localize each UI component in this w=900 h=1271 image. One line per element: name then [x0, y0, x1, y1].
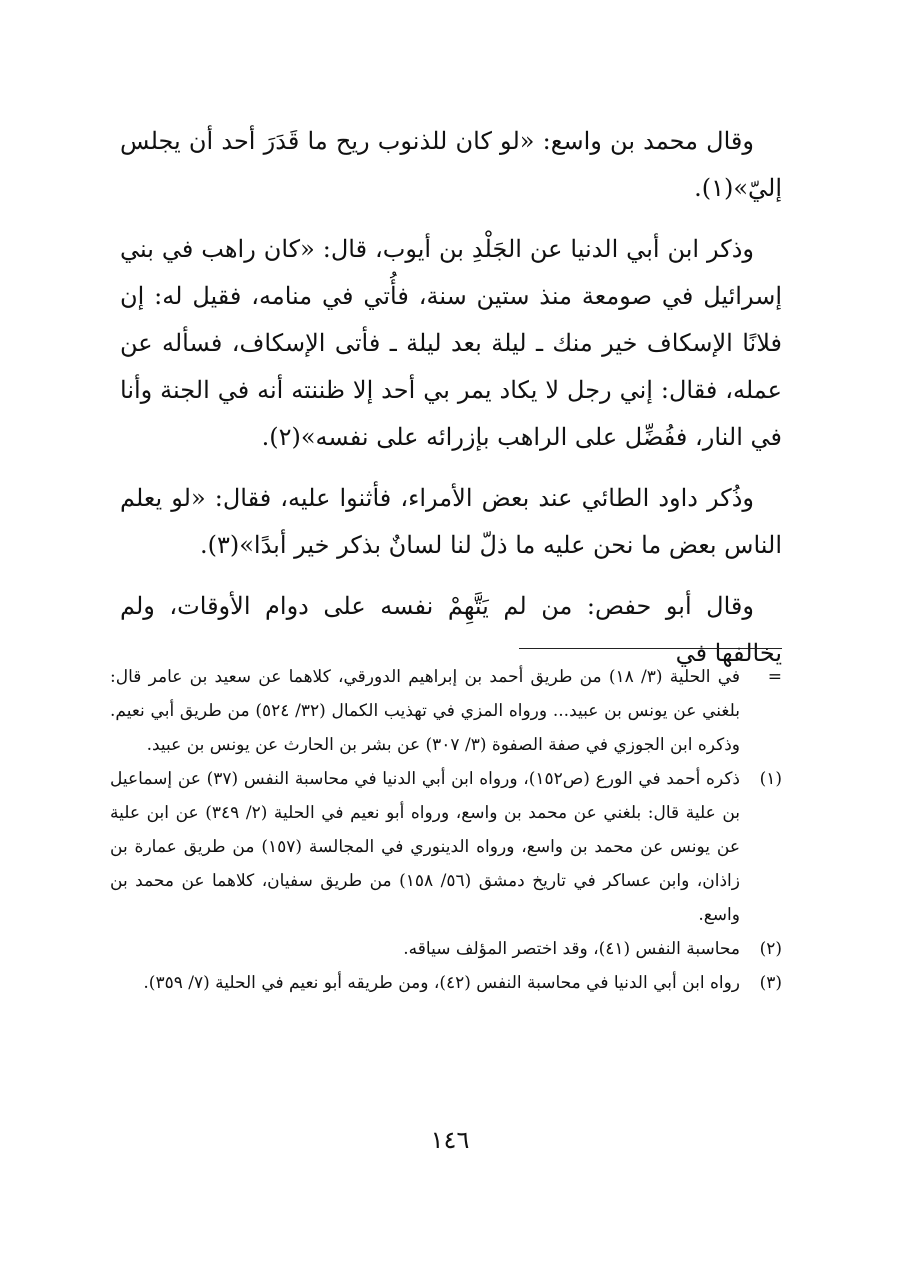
footnotes — [110, 660, 782, 1000]
footnote-marker: (٣) — [759, 973, 782, 993]
footnote-marker: (١) — [759, 769, 782, 789]
paragraph-monk-story: وذكر ابن أبي الدنيا عن الجَلْدِ بن أيوب، قال: «كان راهب في بني إسرائيل في صومعة منذ ستين سنة، فأُتي في منامه، فقيل له: إن فلانًا الإسكاف خير منك ـ ليلة بعد ليلة ـ فأتى الإسكاف، فسأله عن عمله، فقال: إني رجل لا يكاد يمر بي أحد إلا ظننته أنه في الجنة وأنا في النار، ففُضِّل على الراهب بإزرائه على نفسه»(٢). — [120, 235, 782, 451]
footnote-3 — [110, 966, 782, 1000]
footnote-1 — [110, 762, 782, 932]
page-number: ١٤٦ — [430, 1126, 470, 1154]
footnote-2 — [110, 932, 782, 966]
footnote-marker: = — [767, 667, 782, 687]
paragraph-dawud-al-tai: وذُكر داود الطائي عند بعض الأمراء، فأثنوا عليه، فقال: «لو يعلم الناس بعض ما نحن عليه ما ذلّ لنا لسانٌ بذكر خير أبدًا»(٣). — [120, 484, 782, 559]
paragraph-ibn-wasi: وقال محمد بن واسع: «لو كان للذنوب ريح ما قَدَرَ أحد أن يجلس إليّ»(١). — [120, 127, 782, 202]
footnote-text: ذكره أحمد في الورع (ص١٥٢)، ورواه ابن أبي الدنيا في محاسبة النفس (٣٧) عن إسماعيل بن علية قال: بلغني عن محمد بن واسع، ورواه أبو نعيم في الحلية (٢/ ٣٤٩) عن ابن علية عن يونس عن محمد بن واسع، ورواه الدينوري في المجالسة (١٥٧) من طريق عمارة بن زاذان، وابن عساكر في تاريخ دمشق (٥٦/ ١٥٨) من طريق سفيان، كلاهما عن محمد بن واسع. — [110, 769, 740, 925]
footnote-marker: (٢) — [759, 939, 782, 959]
footnote-text: في الحلية (٣/ ١٨) من طريق أحمد بن إبراهيم الدورقي، كلاهما عن سعيد بن عامر قال: بلغني عن يونس بن عبيد... ورواه المزي في تهذيب الكمال (٣٢/ ٥٢٤) من طريق أبي نعيم. وذكره ابن الجوزي في صفة الصفوة (٣/ ٣٠٧) عن بشر بن الحارث عن يونس بن عبيد. — [110, 667, 741, 755]
footnote-text: محاسبة النفس (٤١)، وقد اختصر المؤلف سياقه. — [403, 939, 740, 959]
footnote-text: رواه ابن أبي الدنيا في محاسبة النفس (٤٢)، ومن طريقه أبو نعيم في الحلية (٧/ ٣٥٩). — [143, 973, 740, 993]
paragraph-abu-hafs: وقال أبو حفص: من لم يَتَّهِمْ نفسه على دوام الأوقات، ولم يخالفها في — [120, 592, 782, 667]
main-text — [120, 118, 782, 691]
footnote-separator — [519, 648, 782, 649]
footnote-continued — [110, 660, 782, 762]
